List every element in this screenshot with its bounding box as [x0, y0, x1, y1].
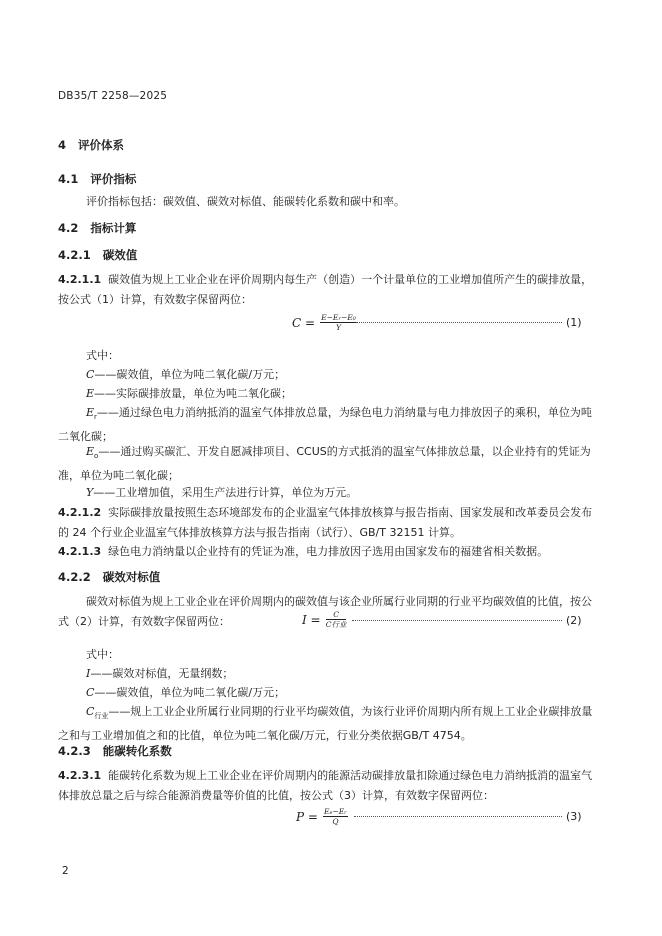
equation-number: (2): [566, 614, 582, 627]
section-4-2-heading: [58, 220, 136, 236]
section-number: 4.1: [58, 172, 79, 186]
symbol: C: [86, 705, 95, 718]
definition-text: ——工业增加值，采用生产法进行计算，单位为万元。: [93, 486, 358, 499]
section-4-2-3-1-paragraph: [58, 766, 598, 806]
equation-number: (1): [566, 316, 582, 329]
definition-text: ——通过绿色电力消纳抵消的温室气体排放总量，为绿色电力消纳量与电力排放因子的乘积，单位为吨二氧化碳；: [58, 406, 592, 444]
page-number: 2: [62, 865, 69, 877]
symbol-subscript: r: [94, 413, 97, 422]
definition-text: ——碳效值，单位为吨二氧化碳/万元；: [94, 368, 286, 381]
equation-fraction: [323, 807, 348, 826]
fraction-denominator: C行业: [325, 620, 347, 629]
symbol: C: [86, 686, 95, 699]
definition-item: [58, 403, 598, 447]
symbol: E: [86, 387, 95, 400]
clause-number: 4.2.1.3: [58, 545, 102, 558]
section-title: 能碳转化系数: [102, 744, 172, 758]
leader-dots: [356, 322, 562, 323]
leader-dots: [354, 816, 562, 817]
symbol: Y: [86, 486, 94, 499]
section-number: 4.2.1: [58, 248, 91, 262]
section-title: 评价体系: [78, 138, 125, 152]
symbol: E: [86, 406, 95, 419]
fraction-numerator: E−Eᵣ−E₀: [321, 313, 356, 322]
definition-item: [86, 365, 285, 385]
clause-text: 实际碳排放量按照生态环境部发布的企业温室气体排放核算与报告指南、国家发展和改革委员会发布的 24 个行业企业温室气体排放核算方法与报告指南（试行）、GB/T 32151 计算。: [58, 506, 593, 539]
definition-item: [86, 683, 285, 703]
symbol: E: [86, 445, 95, 458]
definition-item: [86, 664, 233, 684]
symbol-subscript: 行业: [94, 712, 109, 721]
symbol-subscript: o: [94, 452, 99, 461]
section-title: 碳效对标值: [102, 570, 161, 584]
section-number: 4.2.3: [58, 744, 91, 758]
clause-number: 4.2.3.1: [58, 769, 102, 782]
equation-2: [302, 609, 346, 629]
section-number: 4.2: [58, 221, 79, 235]
section-4-2-2-paragraph: 碳效对标值为规上工业企业在评价周期内的碳效值与该企业所属行业同期的行业平均碳效值的比值，按公式（2）计算，有效数字保留两位：: [58, 595, 592, 628]
fraction-numerator: C: [326, 610, 347, 620]
definition-text: ——碳效值，单位为吨二氧化碳/万元；: [94, 686, 286, 699]
where-label: 式中：: [86, 648, 119, 661]
document-id: DB35/T 2258—2025: [58, 90, 168, 102]
definition-item: [58, 442, 598, 486]
leader-dots: [352, 620, 562, 621]
definition-item: [86, 483, 357, 503]
definition-text: ——碳效对标值，无量纲数；: [90, 667, 234, 680]
fraction-numerator: Eₑ−Eᵣ: [324, 807, 347, 816]
section-4-2-1-3-paragraph: [58, 542, 548, 562]
definition-item: [86, 384, 292, 404]
section-4-1-heading: [58, 171, 136, 187]
section-4-2-1-2-paragraph: [58, 503, 598, 543]
equation-1: [292, 312, 357, 332]
section-title: 评价指标: [90, 172, 137, 186]
symbol: I: [86, 667, 91, 680]
equation-lhs: C =: [292, 316, 316, 330]
equation-lhs: P =: [296, 810, 318, 824]
fraction-denominator: Y: [335, 323, 341, 332]
clause-number: 4.2.1.2: [58, 506, 102, 519]
section-4-1-paragraph: 评价指标包括：碳效值、碳效对标值、能碳转化系数和碳中和率。: [86, 195, 405, 208]
section-4-2-2-heading: [58, 569, 160, 585]
section-4-2-3-heading: [58, 743, 172, 759]
section-number: 4: [58, 138, 67, 152]
fraction-denominator: Q: [332, 817, 339, 826]
equation-lhs: I =: [302, 613, 321, 627]
clause-text: 碳效值为规上工业企业在评价周期内每生产（创造）一个计量单位的工业增加值所产生的碳排放量，按公式（1）计算，有效数字保留两位：: [58, 273, 593, 306]
clause-number: 4.2.1.1: [58, 273, 102, 286]
section-number: 4.2.2: [58, 570, 91, 584]
clause-text: 绿色电力消纳量以企业持有的凭证为准，电力排放因子选用由国家发布的福建省相关数据。: [108, 545, 549, 558]
where-label: 式中：: [86, 349, 119, 362]
equation-3: [296, 806, 348, 826]
definition-text: ——规上工业企业所属行业同期的行业平均碳效值，为该行业评价周期内所有规上工业企业碳排放量之和与工业增加值之和的比值，单位为吨二氧化碳/万元，行业分类依据GB/T 4754。: [58, 705, 593, 743]
definition-item: [58, 702, 598, 746]
section-title: 指标计算: [90, 221, 137, 235]
equation-number: (3): [566, 810, 582, 823]
section-4-2-1-heading: [58, 247, 137, 263]
equation-fraction: [326, 610, 347, 629]
definition-text: ——通过购买碳汇、开发自愿减排项目、CCUS的方式抵消的温室气体排放总量，以企业持有的凭证为准，单位为吨二氧化碳；: [58, 445, 591, 483]
section-4-2-1-1-paragraph: [58, 270, 598, 310]
clause-text: 能碳转化系数为规上工业企业在评价周期内的能源活动碳排放量扣除通过绿色电力消纳抵消的温室气体排放总量之后与综合能源消费量等价值的比值，按公式（3）计算，有效数字保留两位：: [58, 769, 593, 802]
section-4-heading: [58, 137, 124, 153]
definition-text: ——实际碳排放量，单位为吨二氧化碳；: [94, 387, 293, 400]
section-title: 碳效值: [102, 248, 138, 262]
symbol: C: [86, 368, 95, 381]
equation-fraction: [320, 313, 357, 332]
